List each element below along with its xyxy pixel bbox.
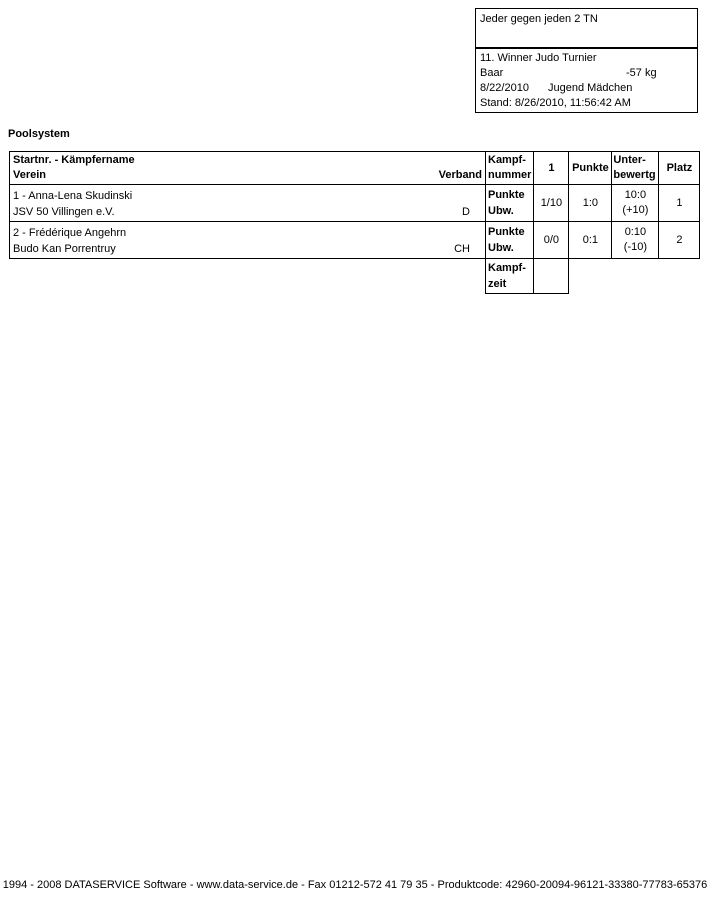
pool-table (9, 151, 700, 294)
header-verein: Verein (13, 169, 47, 181)
header-bout-1: 1 (534, 152, 569, 185)
table-row-fighter-1 (10, 185, 700, 222)
header-verein-verband (13, 168, 482, 183)
punkte-value: 1:0 (569, 185, 612, 222)
club-name: Budo Kan Porrentruy (13, 243, 116, 255)
empty-cell (612, 259, 659, 294)
date-label: 8/22/2010 (480, 82, 529, 94)
verband-value: D (462, 206, 470, 218)
fighter-name: 1 - Anna-Lena Skudinski (13, 190, 133, 202)
club-line (13, 241, 482, 257)
kampfzeit-value (534, 259, 569, 294)
fighter-cell (10, 185, 486, 222)
category-label: Jugend Mädchen (548, 82, 633, 94)
date-category-line (480, 81, 693, 96)
platz-value: 1 (659, 185, 700, 222)
club-line (13, 204, 482, 220)
location-label: Baar (480, 67, 504, 79)
empty-cell (659, 259, 700, 294)
empty-cell (569, 259, 612, 294)
club-name: JSV 50 Villingen e.V. (13, 206, 115, 218)
table-row-fighter-2 (10, 222, 700, 259)
table-header-row (10, 152, 700, 185)
bout1-value: 1/10 (534, 185, 569, 222)
punkte-value: 0:1 (569, 222, 612, 259)
page-footer: 1994 - 2008 DATASERVICE Software - www.data-service.de - Fax 01212-572 41 79 35 - Produktcode: 42960-20094-96121-33380-77783-65376 (2, 879, 708, 891)
punkte-ubw-label: Punkte Ubw. (486, 222, 534, 259)
unterbewertung-value: 10:0 (+10) (612, 185, 659, 222)
table-row-kampfzeit (10, 259, 700, 294)
platz-value: 2 (659, 222, 700, 259)
weight-class-label: -57 kg (626, 67, 657, 79)
kampfzeit-label: Kampf- zeit (486, 259, 534, 294)
system-label: Jeder gegen jeden 2 TN (480, 13, 598, 25)
fighter-name: 2 - Frédérique Angehrn (13, 227, 127, 239)
header-unterbewertung: Unter- bewertg (612, 152, 659, 185)
header-fighter-col (10, 152, 486, 185)
punkte-ubw-label: Punkte Ubw. (486, 185, 534, 222)
header-verband: Verband (438, 169, 482, 181)
empty-cell (10, 259, 486, 294)
section-title: Poolsystem (8, 128, 70, 140)
header-kampfnummer: Kampf- nummer (486, 152, 534, 185)
system-info-box (475, 8, 698, 48)
tournament-name: 11. Winner Judo Turnier (480, 52, 597, 64)
unterbewertung-value: 0:10 (-10) (612, 222, 659, 259)
tournament-info-box (475, 48, 698, 113)
header-platz: Platz (659, 152, 700, 185)
header-startnr: Startnr. - Kämpfername (13, 154, 135, 166)
fighter-cell (10, 222, 486, 259)
bout1-value: 0/0 (534, 222, 569, 259)
verband-value: CH (454, 243, 470, 255)
header-punkte: Punkte (569, 152, 612, 185)
stand-timestamp: Stand: 8/26/2010, 11:56:42 AM (480, 97, 631, 109)
location-weight-line (480, 66, 693, 81)
